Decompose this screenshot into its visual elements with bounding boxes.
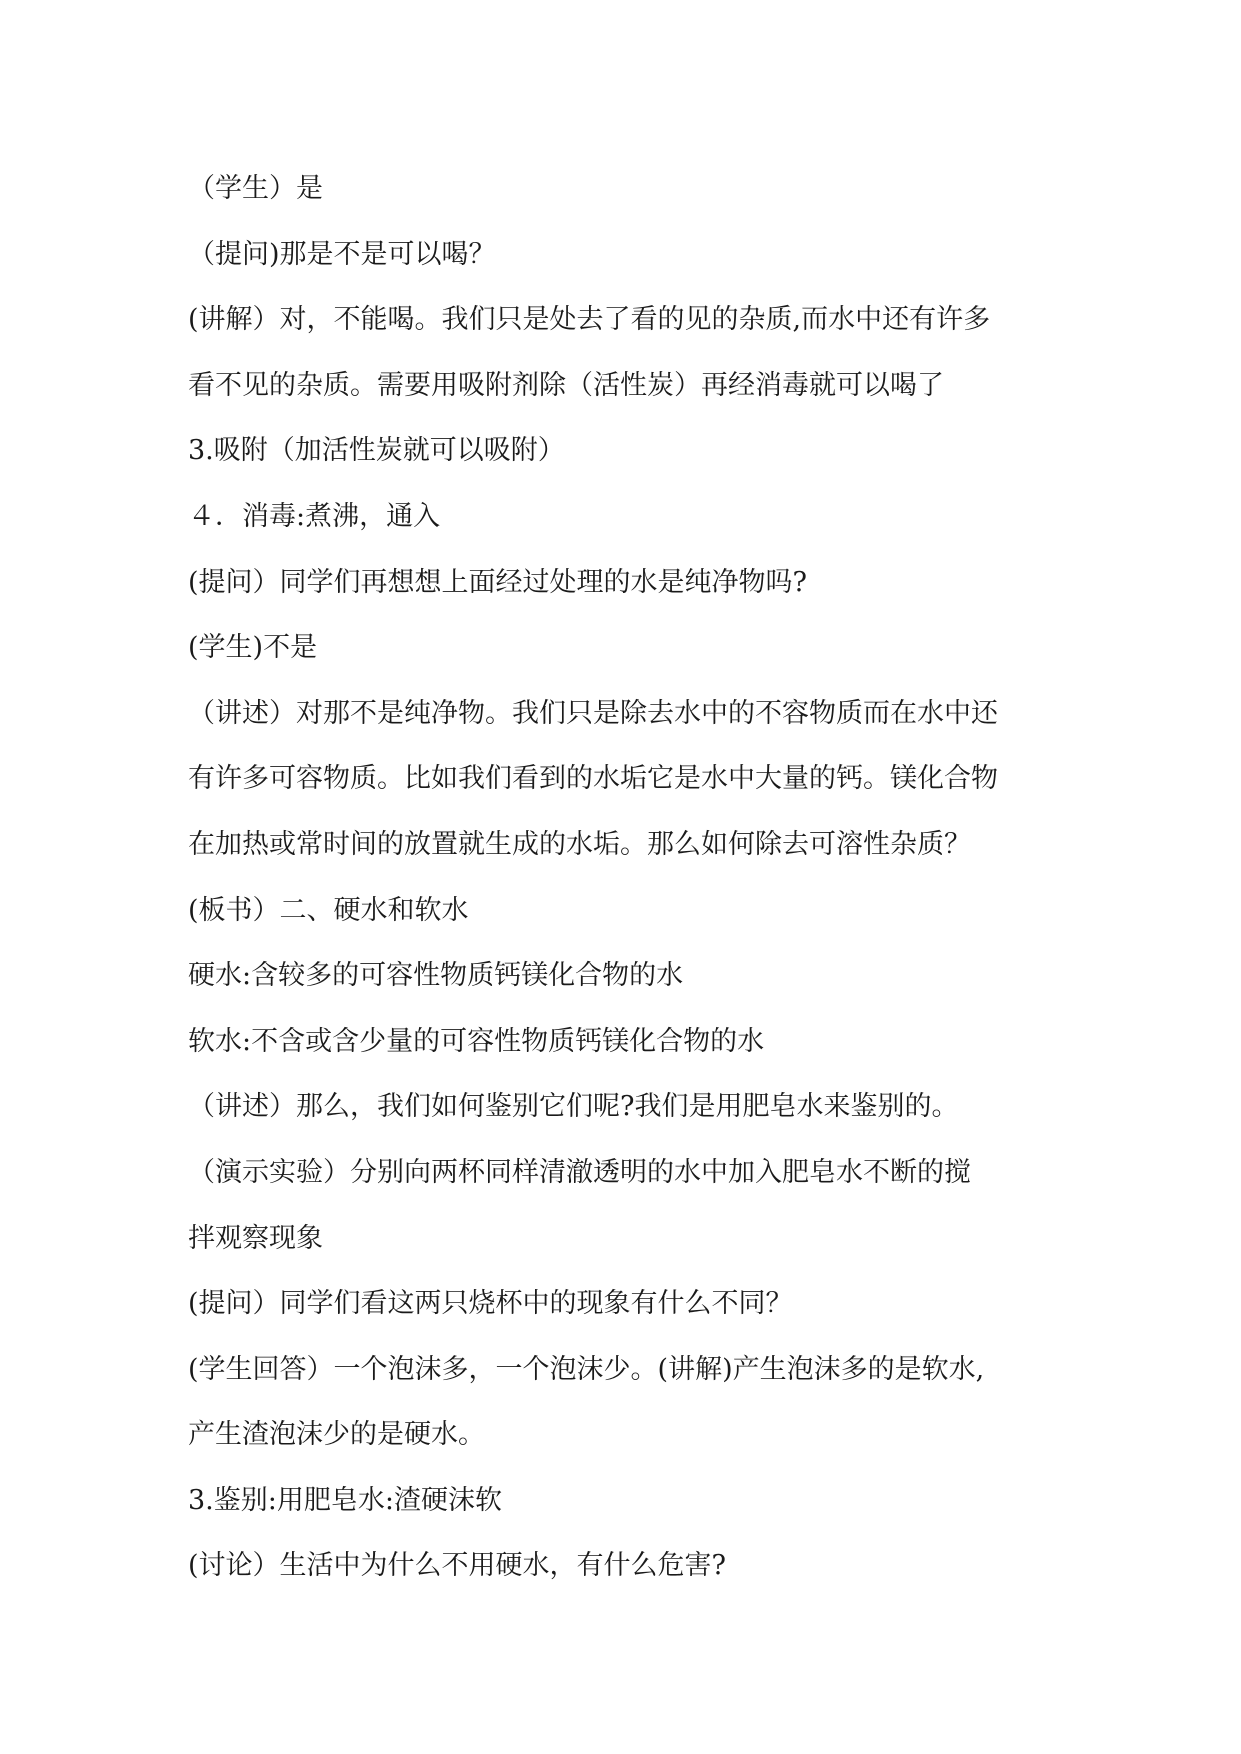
- text-line: （演示实验）分别向两杯同样清澈透明的水中加入肥皂水不断的搅: [188, 1156, 971, 1188]
- text-line: （提问)那是不是可以喝？: [188, 238, 496, 270]
- text-line: (学生)不是: [188, 632, 318, 664]
- text-line: （讲述）那么，我们如何鉴别它们呢?我们是用肥皂水来鉴别的。: [188, 1091, 959, 1123]
- text-line: (讲解）对，不能喝。我们只是处去了看的见的杂质,而水中还有许多: [188, 304, 991, 336]
- text-line: （讲述）对那不是纯净物。我们只是除去水中的不容物质而在水中还: [188, 697, 998, 729]
- text-line: (学生回答）一个泡沫多，一个泡沫少。(讲解)产生泡沫多的是软水,: [188, 1353, 985, 1385]
- text-line: 3.吸附（加活性炭就可以吸附）: [188, 435, 565, 467]
- text-line: 硬水:含较多的可容性物质钙镁化合物的水: [188, 960, 684, 992]
- text-line: (板书）二、硬水和软水: [188, 894, 469, 926]
- text-line: (提问）同学们看这两只烧杯中的现象有什么不同？: [188, 1288, 793, 1320]
- text-line: 有许多可容物质。比如我们看到的水垢它是水中大量的钙。镁化合物: [188, 763, 998, 795]
- text-line: 3.鉴别:用肥皂水:渣硬沫软: [188, 1484, 502, 1516]
- text-line: ４．消毒:煮沸，通入: [188, 500, 441, 532]
- text-line: (提问）同学们再想想上面经过处理的水是纯净物吗?: [188, 566, 808, 598]
- text-line: (讨论）生活中为什么不用硬水，有什么危害?: [188, 1550, 727, 1582]
- document-body: [188, 156, 1068, 1599]
- text-line: （学生）是: [188, 173, 323, 204]
- text-line: 软水:不含或含少量的可容性物质钙镁化合物的水: [188, 1025, 765, 1057]
- text-line: 看不见的杂质。需要用吸附剂除（活性炭）再经消毒就可以喝了: [188, 369, 944, 401]
- text-line: 在加热或常时间的放置就生成的水垢。那么如何除去可溶性杂质？: [188, 828, 971, 860]
- text-line: 拌观察现象: [188, 1222, 323, 1254]
- text-line: 产生渣泡沫少的是硬水。: [188, 1419, 485, 1451]
